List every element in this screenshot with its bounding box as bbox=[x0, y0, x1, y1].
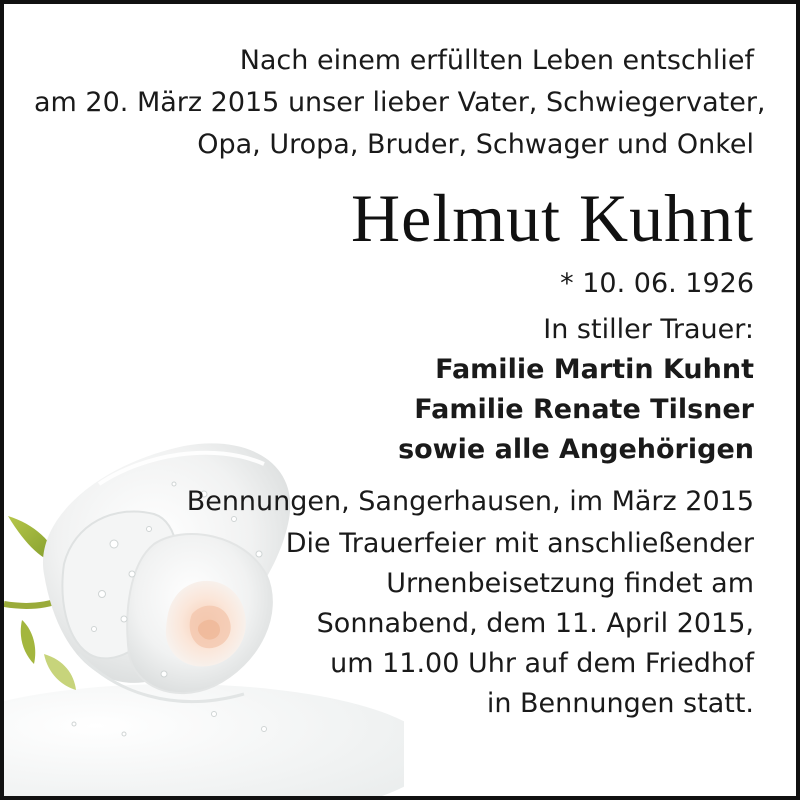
mourner-family: Familie Martin Kuhnt bbox=[435, 354, 754, 385]
notice-text bbox=[34, 40, 766, 724]
funeral-line: Urnenbeisetzung findet am bbox=[386, 568, 754, 599]
place-date: Bennungen, Sangerhausen, im März 2015 bbox=[186, 486, 754, 517]
intro-text bbox=[34, 40, 766, 166]
intro-line: Nach einem erfüllten Leben entschlief bbox=[239, 45, 754, 76]
mourning-heading: In stiller Trauer: bbox=[543, 314, 754, 345]
funeral-line: in Bennungen statt. bbox=[486, 688, 754, 719]
deceased-name: Helmut Kuhnt bbox=[351, 180, 754, 256]
mourner-family: Familie Renate Tilsner bbox=[414, 394, 754, 425]
intro-line: am 20. März 2015 unser lieber Vater, Schwiegervater, bbox=[34, 87, 766, 118]
mourner-family: sowie alle Angehörigen bbox=[398, 434, 754, 465]
funeral-line: Sonnabend, dem 11. April 2015, bbox=[316, 608, 754, 639]
birth-date: * 10. 06. 1926 bbox=[560, 268, 754, 299]
mourners-block bbox=[34, 310, 754, 470]
funeral-line: um 11.00 Uhr auf dem Friedhof bbox=[330, 648, 754, 679]
funeral-details bbox=[34, 524, 754, 724]
intro-line: Opa, Uropa, Bruder, Schwager und Onkel bbox=[197, 129, 754, 160]
funeral-line: Die Trauerfeier mit anschließender bbox=[285, 528, 754, 559]
